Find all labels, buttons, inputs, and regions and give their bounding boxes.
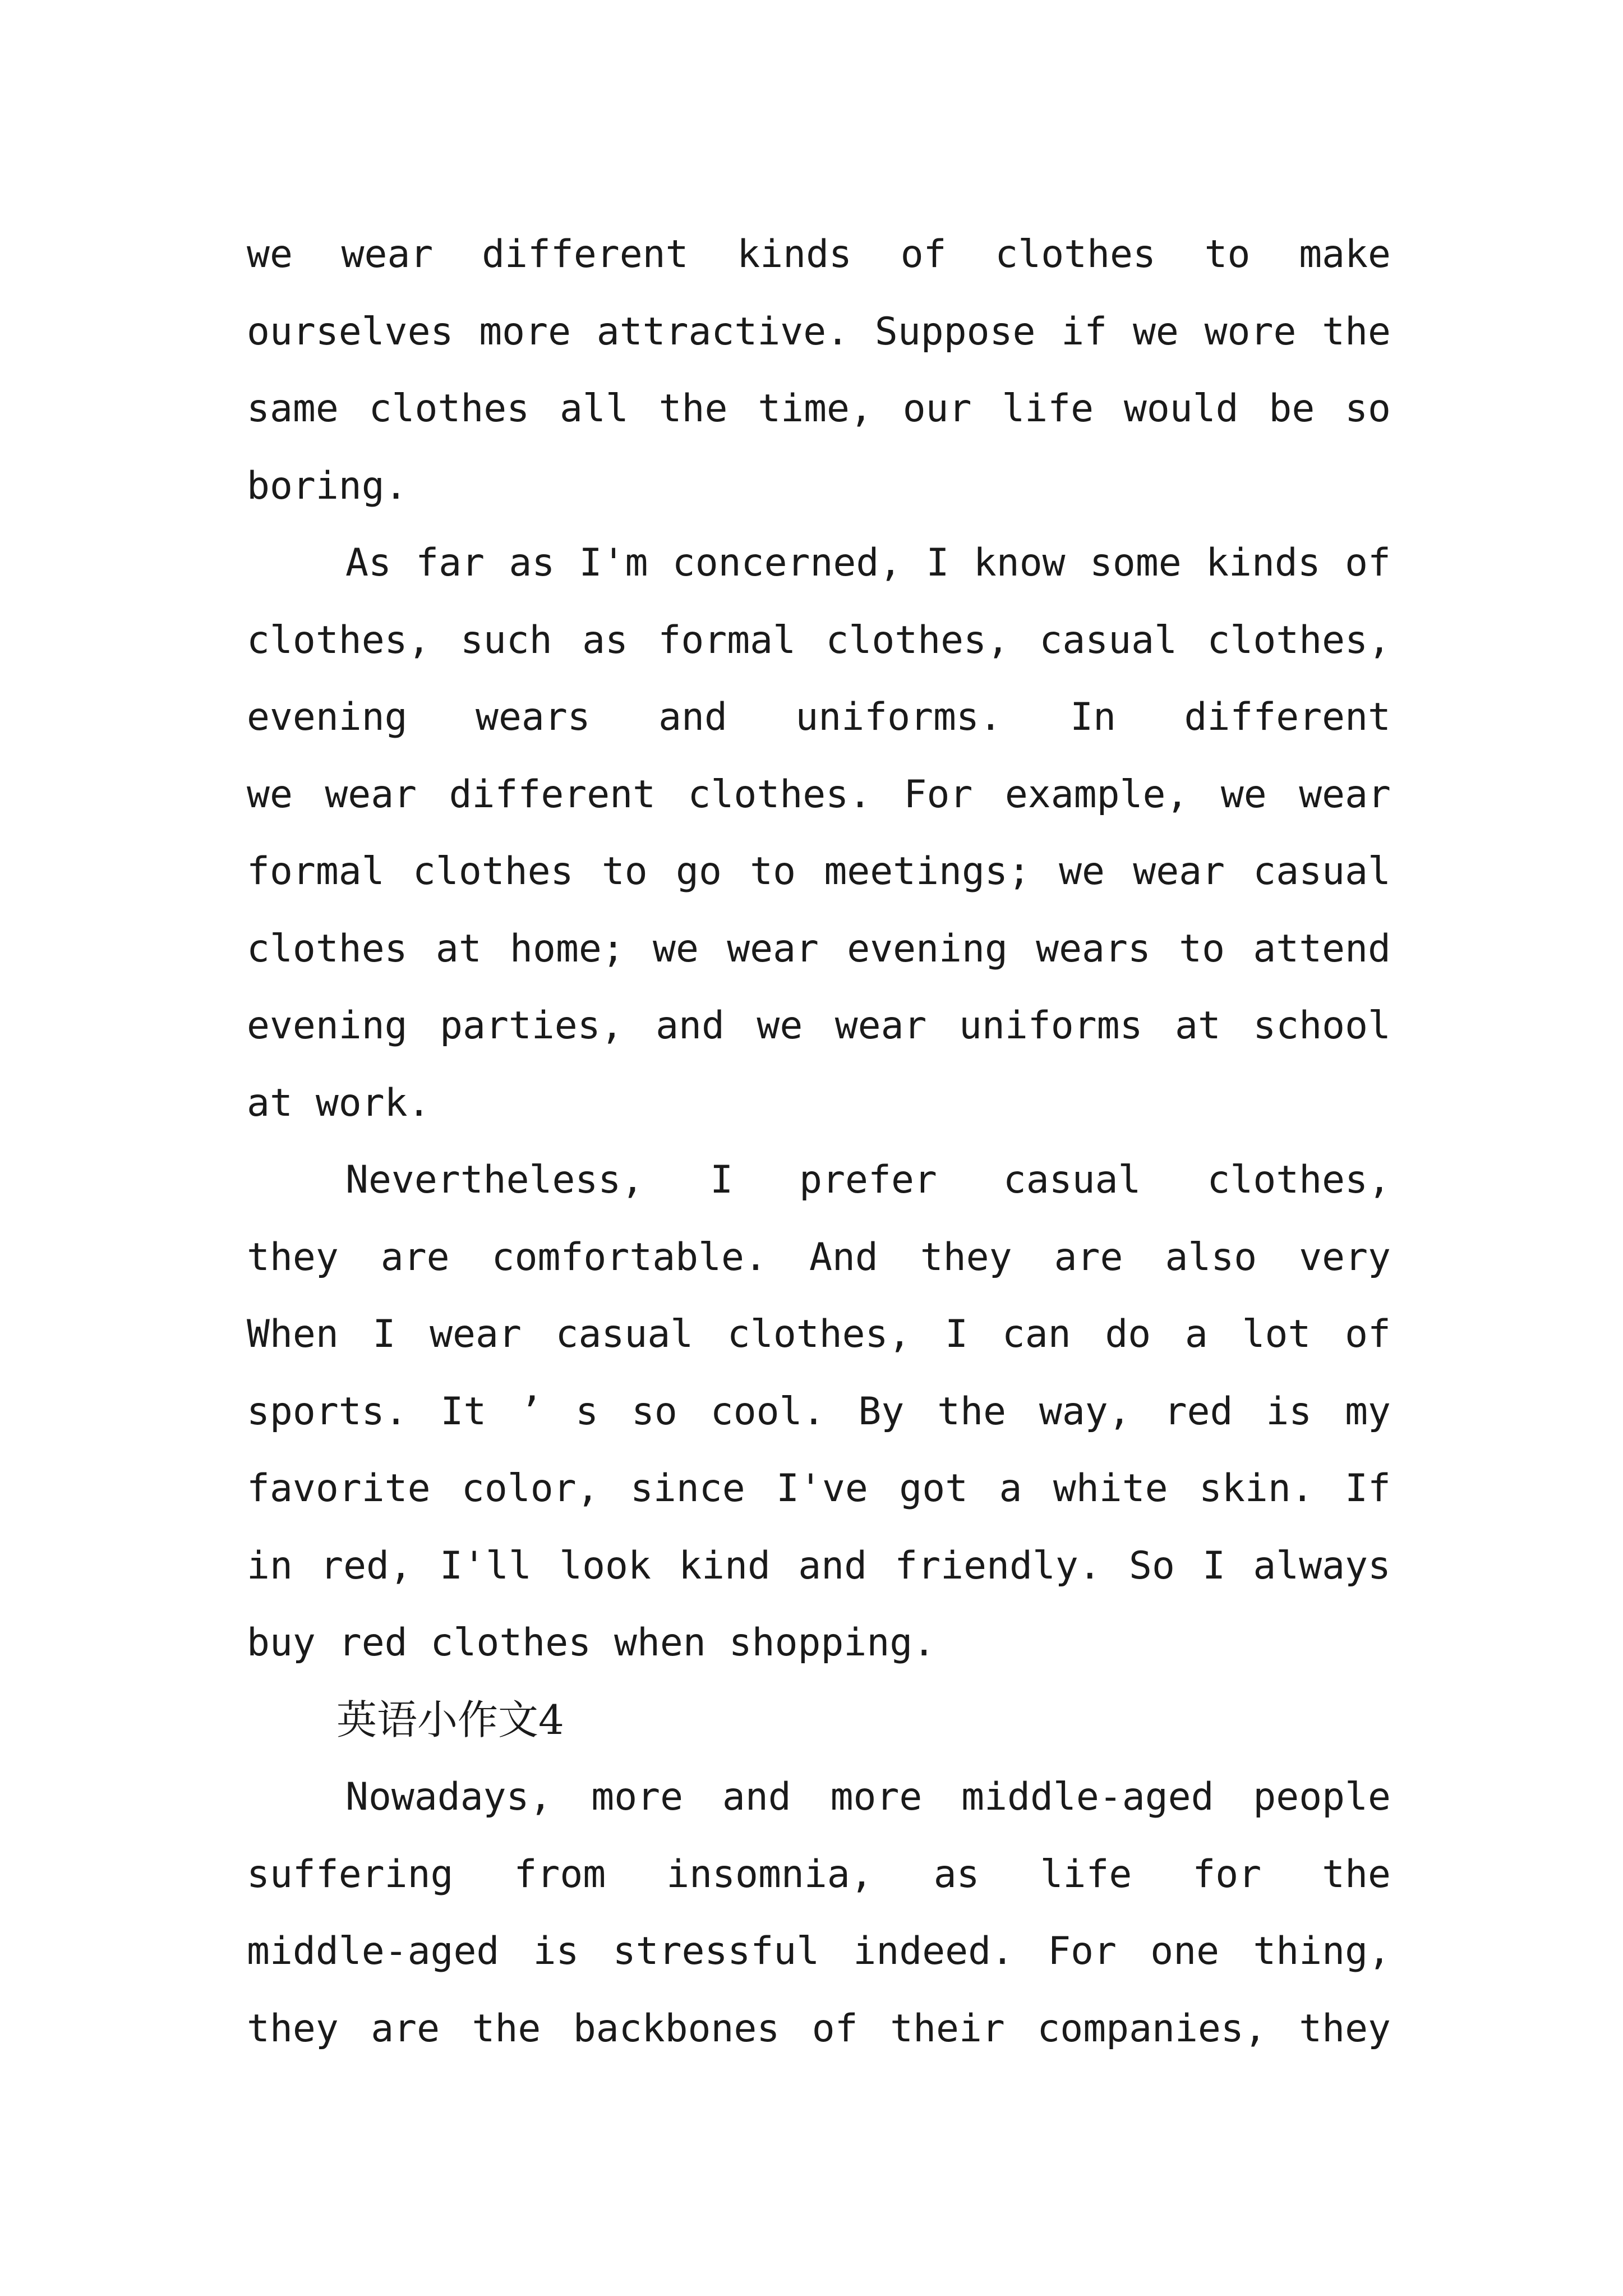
- paragraph: [247, 1759, 1391, 2067]
- text-line: formal clothes to go to meetings; we wear casual: [247, 849, 1391, 894]
- text-line: boring.: [247, 463, 408, 508]
- text-line: same clothes all the time, our life would be so: [247, 386, 1391, 431]
- heading-text: 英语小作文4: [336, 1696, 564, 1743]
- text-line: Nevertheless, I prefer casual clothes,: [345, 1158, 1391, 1202]
- text-line: they are comfortable. And they are also very: [247, 1235, 1391, 1280]
- text-line: suffering from insomnia, as life for the: [247, 1852, 1391, 1897]
- text-line: clothes, such as formal clothes, casual clothes,: [247, 618, 1391, 662]
- text-line: clothes at home; we wear evening wears to attend: [247, 926, 1391, 971]
- text-line: we wear different kinds of clothes to make: [247, 232, 1391, 277]
- paragraph: [247, 216, 1391, 524]
- text-line: at work.: [247, 1080, 431, 1125]
- text-line: As far as I'm concerned, I know some kinds of: [345, 541, 1391, 585]
- essay-text: [247, 216, 1391, 2067]
- section-heading: [247, 1682, 1391, 1759]
- paragraph: [247, 1142, 1391, 1682]
- text-line: buy red clothes when shopping.: [247, 1621, 936, 1665]
- paragraph: [247, 524, 1391, 1142]
- text-line: we wear different clothes. For example, we wear: [247, 772, 1391, 817]
- text-line: When I wear casual clothes, I can do a lot of: [247, 1312, 1391, 1356]
- text-line: favorite color, since I've got a white skin. If: [247, 1466, 1391, 1511]
- text-line: they are the backbones of their companies, they: [247, 2006, 1391, 2051]
- text-line: ourselves more attractive. Suppose if we wore the: [247, 309, 1391, 354]
- text-line: in red, I'll look kind and friendly. So I always: [247, 1543, 1391, 1588]
- text-line: sports. It ’ s so cool. By the way, red is my: [247, 1389, 1391, 1434]
- text-line: Nowadays, more and more middle-aged people: [345, 1775, 1391, 1819]
- text-line: evening parties, and we wear uniforms at school: [247, 1004, 1391, 1048]
- text-line: evening wears and uniforms. In different: [247, 695, 1391, 739]
- text-line: middle-aged is stressful indeed. For one thing,: [247, 1929, 1391, 1973]
